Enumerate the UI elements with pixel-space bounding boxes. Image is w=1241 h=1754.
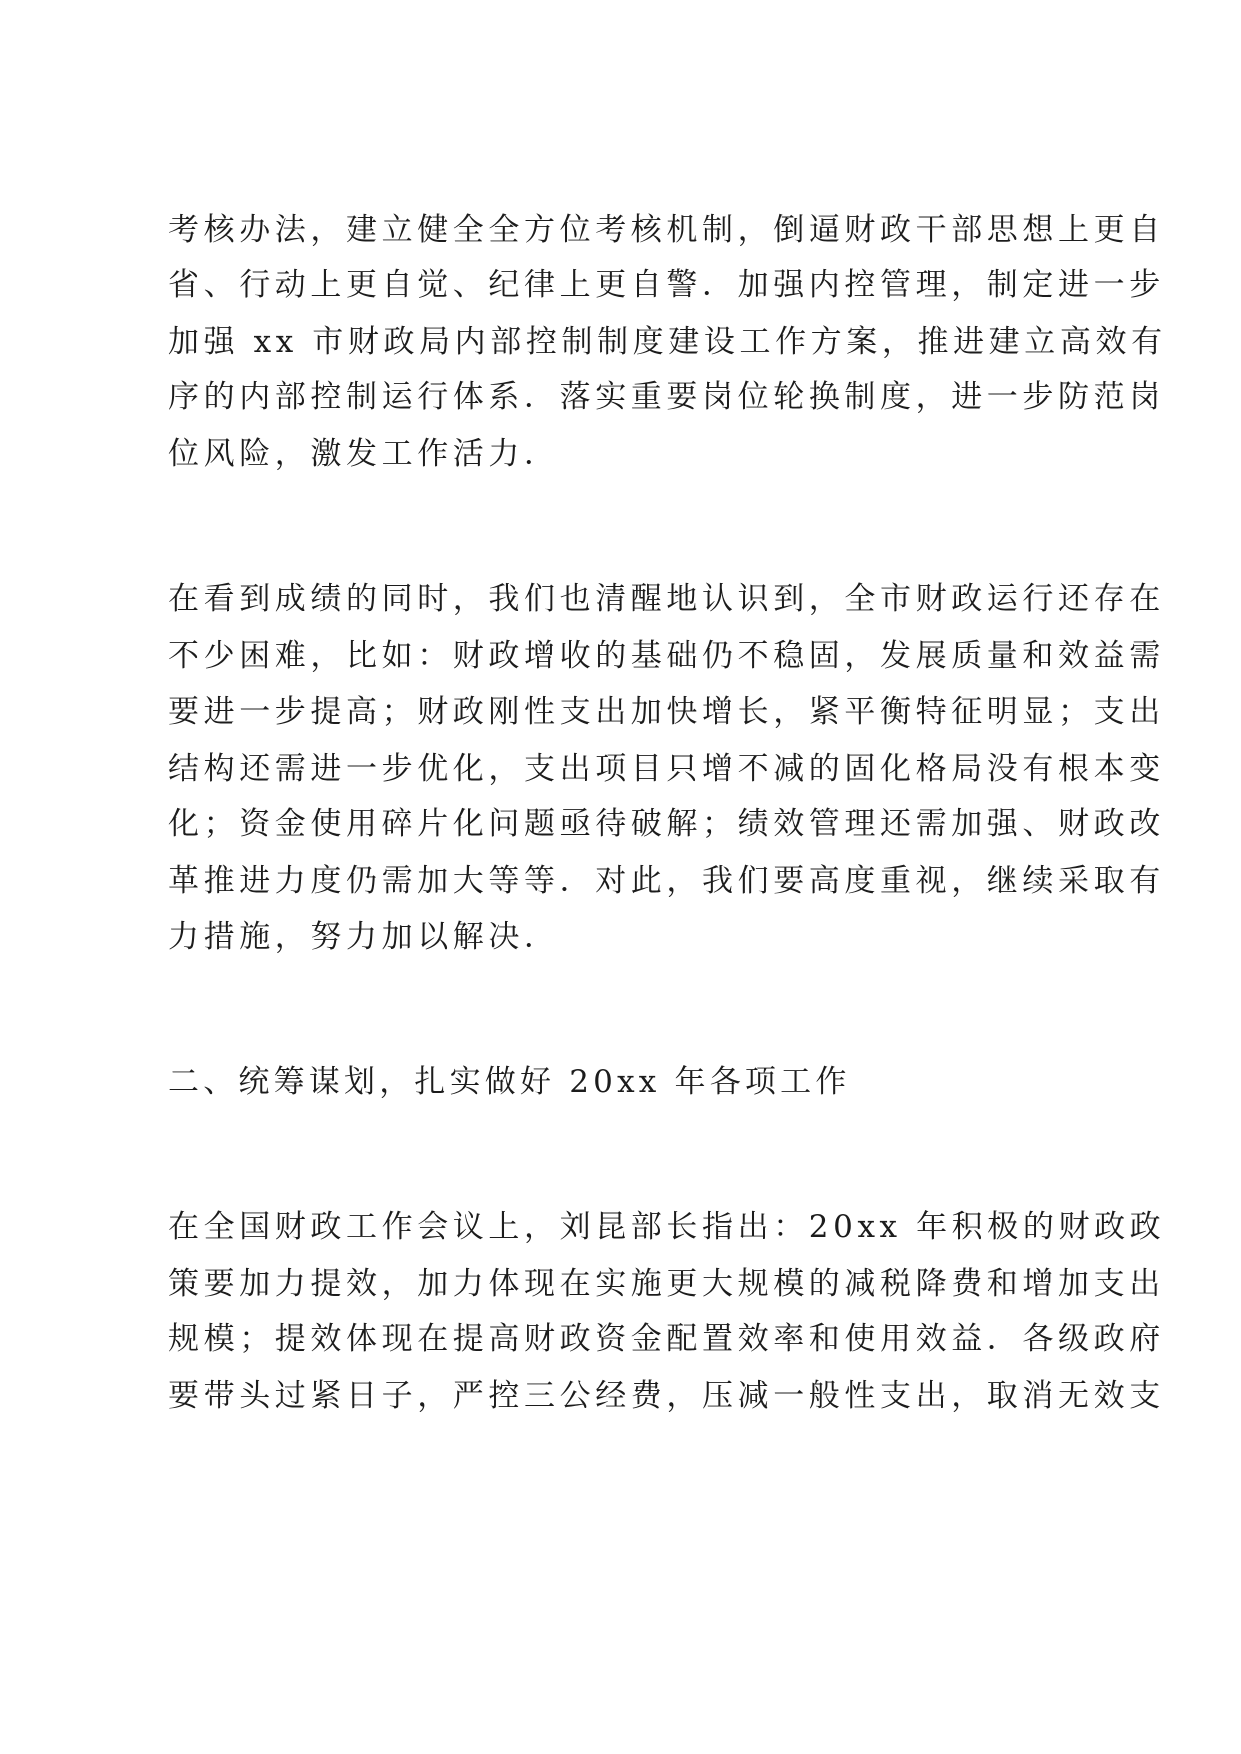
paragraph-line: 在看到成绩的同时，我们也清醒地认识到，全市财政运行还存在 xyxy=(168,581,1165,617)
paragraph-line: 序的内部控制运行体系．落实重要岗位轮换制度，进一步防范岗 xyxy=(168,379,1165,415)
paragraph-line: 要带头过紧日子，严控三公经费，压减一般性支出，取消无效支 xyxy=(168,1378,1165,1414)
paragraph-line: 不少困难，比如：财政增收的基础仍不稳固，发展质量和效益需 xyxy=(168,638,1165,674)
paragraph-line: 省、行动上更自觉、纪律上更自警．加强内控管理，制定进一步 xyxy=(168,267,1165,303)
paragraph-line: 革推进力度仍需加大等等．对此，我们要高度重视，继续采取有 xyxy=(168,863,1165,899)
section-heading: 二、统筹谋划，扎实做好 20xx 年各项工作 xyxy=(168,1064,851,1100)
paragraph-line: 位风险，激发工作活力． xyxy=(168,436,560,472)
paragraph-line: 要进一步提高；财政刚性支出加快增长，紧平衡特征明显；支出 xyxy=(168,694,1165,730)
paragraph-line: 考核办法，建立健全全方位考核机制，倒逼财政干部思想上更自 xyxy=(168,212,1165,248)
paragraph-line: 力措施，努力加以解决． xyxy=(168,919,560,955)
paragraph-line: 化；资金使用碎片化问题亟待破解；绩效管理还需加强、财政改 xyxy=(168,806,1165,842)
paragraph-line: 在全国财政工作会议上，刘昆部长指出：20xx 年积极的财政政 xyxy=(168,1209,1166,1245)
paragraph-line: 策要加力提效，加力体现在实施更大规模的减税降费和增加支出 xyxy=(168,1266,1165,1302)
paragraph-line: 规模；提效体现在提高财政资金配置效率和使用效益．各级政府 xyxy=(168,1321,1165,1357)
paragraph-line: 结构还需进一步优化，支出项目只增不减的固化格局没有根本变 xyxy=(168,751,1165,787)
paragraph-line: 加强 xx 市财政局内部控制制度建设工作方案，推进建立高效有 xyxy=(168,324,1167,360)
